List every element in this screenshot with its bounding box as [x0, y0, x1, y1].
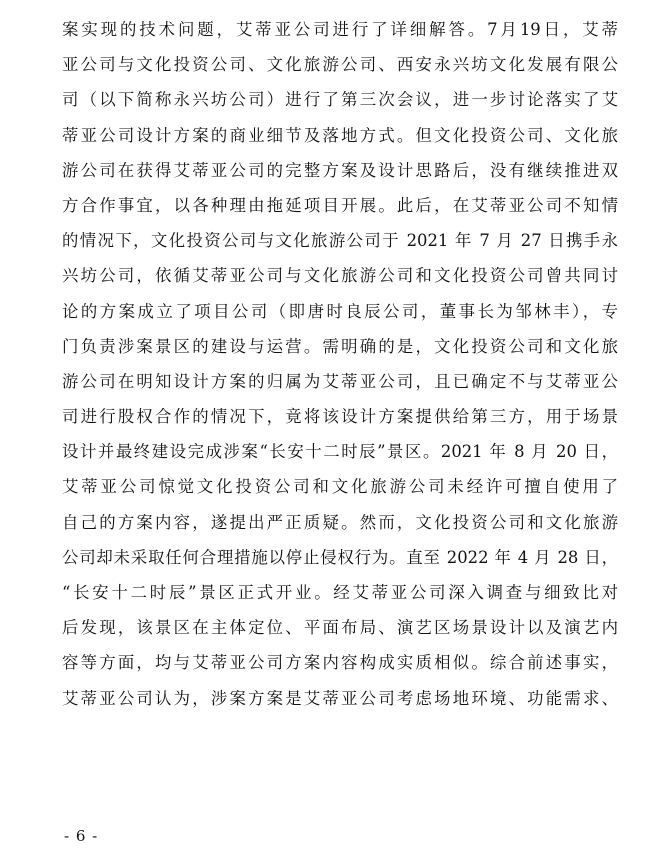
- text-line: 司（以下简称永兴坊公司）进行了第三次会议，进一步讨论落实了艾: [62, 90, 618, 110]
- text-line: 兴坊公司，依循艾蒂亚公司与文化旅游公司和文化投资公司曾共同讨: [62, 266, 618, 286]
- text-line: 公司却未采取任何合理措施以停止侵权行为。直至 2022 年 4 月 28 日，: [62, 547, 618, 567]
- text-line: 方合作事宜，以各种理由拖延项目开展。此后，在艾蒂亚公司不知情: [62, 195, 618, 215]
- body-text: [62, 12, 618, 716]
- text-line: 门负责涉案景区的建设与运营。需明确的是，文化投资公司和文化旅: [62, 336, 618, 356]
- text-line: 亚公司与文化投资公司、文化旅游公司、西安永兴坊文化发展有限公: [62, 55, 618, 75]
- text-line: 自己的方案内容，遂提出严正质疑。然而，文化投资公司和文化旅游: [62, 512, 618, 532]
- text-line: 艾蒂亚公司认为，涉案方案是艾蒂亚公司考虑场地环境、功能需求、: [62, 688, 618, 708]
- text-line: 论的方案成立了项目公司（即唐时良辰公司，董事长为邹林丰），专: [62, 301, 618, 321]
- text-line: “长安十二时辰”景区正式开业。经艾蒂亚公司深入调查与细致比对: [62, 583, 618, 602]
- text-line: 容等方面，均与艾蒂亚公司方案内容构成实质相似。综合前述事实，: [62, 653, 618, 673]
- page-number: - 6 -: [64, 827, 99, 845]
- text-line: 游公司在获得艾蒂亚公司的完整方案及设计思路后，没有继续推进双: [62, 160, 618, 180]
- text-line: 案实现的技术问题，艾蒂亚公司进行了详细解答。7月19日，艾蒂: [62, 20, 618, 39]
- text-line: 司进行股权合作的情况下，竟将该设计方案提供给第三方，用于场景: [62, 407, 618, 427]
- text-line: 蒂亚公司设计方案的商业细节及落地方式。但文化投资公司、文化旅: [62, 125, 618, 145]
- text-line: 游公司在明知设计方案的归属为艾蒂亚公司，且已确定不与艾蒂亚公: [62, 371, 618, 391]
- text-line: 艾蒂亚公司惊觉文化投资公司和文化旅游公司未经许可擅自使用了: [62, 477, 618, 497]
- text-line: 设计并最终建设完成涉案“长安十二时辰”景区。2021 年 8 月 20 日，: [62, 442, 618, 462]
- text-line: 后发现，该景区在主体定位、平面布局、演艺区场景设计以及演艺内: [62, 618, 618, 638]
- text-line: 的情况下，文化投资公司与文化旅游公司于 2021 年 7 月 27 日携手永: [62, 231, 618, 251]
